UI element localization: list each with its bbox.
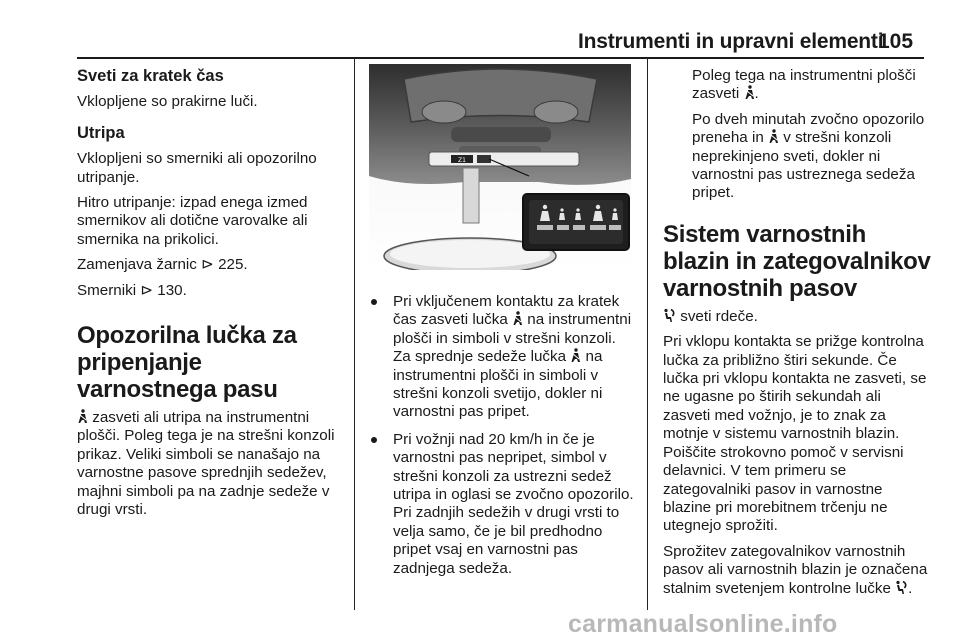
heading-airbag-system: Sistem varnostnih blazin in zategovalnikov varnostnih pasov bbox=[663, 220, 931, 302]
paragraph-short-time: Vklopljene so prakirne luči. bbox=[77, 93, 258, 111]
paragraph-fast-blink: Hitro utripanje: izpad enega izmed smernikov ali dotične varovalke ali smernika na prikolici. bbox=[77, 194, 308, 248]
bullet-driving: Pri vožnji nad 20 km/h in če je varnostni pas nepripet, simbol v strešni konzoli za ustrezni sedež utripa in oglasi se zvočno opozorilo. Pri zadnjih sedežih v drugi vrsti to velja samo, če je bil predhodno pripet vsaj en varnostni pas zadnjega sedeža. bbox=[367, 431, 635, 578]
column-2-bullets bbox=[367, 293, 635, 587]
page-number: 105 bbox=[878, 30, 914, 53]
cross-reference-icon: ⊳ bbox=[140, 281, 154, 299]
column-divider-1 bbox=[354, 57, 355, 610]
paragraph-instrument-panel: Poleg tega na instrumentni plošči zasveti . bbox=[692, 67, 916, 103]
seatbelt-icon bbox=[512, 311, 523, 326]
paragraph-indicator-ref: Smerniki ⊳ 130. bbox=[77, 281, 187, 299]
bullet-ignition: Pri vključenem kontaktu za kratek čas zasveti lučka na instrumentni plošči in simboli v strešni konzoli. Za sprednje sedeže lučka na instrumentni plošči in simboli v strešni konzoli svetijo, dokler ni varnostni pas pripet. bbox=[367, 293, 635, 422]
header-rule bbox=[77, 57, 924, 59]
cross-reference-icon: ⊳ bbox=[201, 256, 214, 274]
column-divider-2 bbox=[647, 57, 648, 610]
paragraph-deployment: Sprožitev zategovalnikov varnostnih pasov ali varnostnih blazin je označena stalnim svetenjem kontrolne lučke . bbox=[663, 542, 928, 597]
column-3 bbox=[663, 67, 931, 605]
paragraph-blink: Vklopljeni so smerniki ali opozorilno utripanje. bbox=[77, 150, 317, 186]
svg-text:Z1: Z1 bbox=[458, 157, 466, 164]
paragraph-ignition-check: Pri vklopu kontakta se prižge kontrolna lučka za približno štiri sekunde. Če lučka pri vklopu kontakta ne zasveti, se ne ugasne po štirih sekundah ali zasveti med vožnjo, je to znak za motnje v sistemu varnostnih blazin. Poiščite strokovno pomoč v servisni delavnici. V tem primeru se zategovalniki pasov in varnostne blazine pri morebitnem trčenju ne utegnejo sprožiti. bbox=[663, 333, 927, 535]
heading-seatbelt-reminder: Opozorilna lučka za pripenjanje varnostnega pasu bbox=[77, 322, 297, 404]
seatbelt-icon bbox=[570, 348, 581, 363]
bulb-page-link[interactable]: 225. bbox=[218, 256, 248, 274]
indicator-page-link[interactable]: 130. bbox=[157, 281, 187, 299]
airbag-icon bbox=[663, 308, 676, 323]
roof-console-photo bbox=[369, 64, 631, 270]
watermark: carmanualsonline.info bbox=[568, 610, 838, 638]
airbag-icon bbox=[895, 580, 908, 595]
heading-blink: Utripa bbox=[77, 123, 125, 142]
paragraph-red: sveti rdeče. bbox=[663, 308, 931, 326]
column-1 bbox=[77, 67, 345, 527]
seatbelt-icon bbox=[77, 409, 88, 424]
heading-short-time: Sveti za kratek čas bbox=[77, 67, 224, 85]
bullet-dot bbox=[371, 299, 377, 305]
paragraph-seatbelt-reminder: zasveti ali utripa na instrumentni plošči. Poleg tega je na strešni konzoli prikaz. Veliki simboli se nanašajo na varnostne pasove sprednjih sedežev, majhni simboli pa na zadnje sedeže v drugi vrsti. bbox=[77, 409, 335, 519]
seatbelt-icon bbox=[768, 129, 779, 144]
paragraph-two-minutes: Po dveh minutah zvočno opozorilo preneha in v strešni konzoli neprekinjeno sveti, dokler ni varnostni pas ustreznega sedeža pripet. bbox=[692, 110, 925, 202]
seatbelt-icon bbox=[744, 85, 755, 100]
page-header-title: Instrumenti in upravni elementi bbox=[578, 30, 884, 53]
bullet-dot bbox=[371, 437, 377, 443]
paragraph-bulb-ref: Zamenjava žarnic ⊳ 225. bbox=[77, 256, 248, 274]
